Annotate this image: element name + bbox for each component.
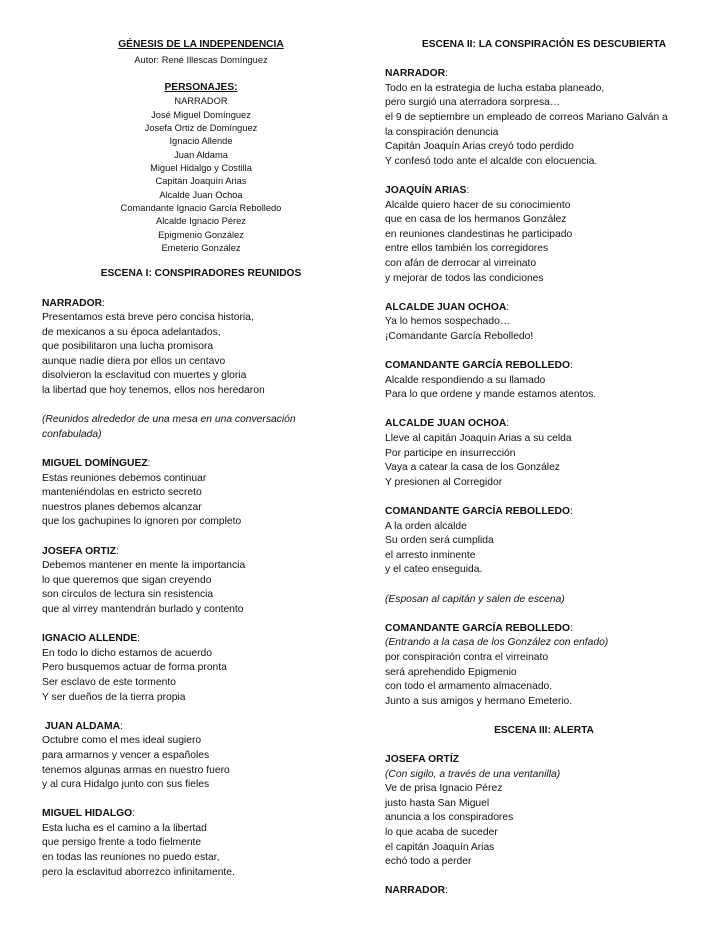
- verse-line: son círculos de lectura sin resistencia: [42, 589, 214, 601]
- speaker-name: JOSEFA ORTÍZ: [385, 754, 459, 766]
- verse-line: Todo en la estrategia de lucha estaba planeado,: [385, 82, 605, 94]
- verse-line: que persigo frente a todo fielmente: [42, 837, 202, 849]
- verse-line: para armarnos y vencer a españoles: [42, 749, 210, 761]
- stage-line: confabulada): [42, 428, 102, 440]
- verse-line: y el cateo enseguida.: [385, 564, 483, 576]
- verse-line: que posibilitaron una lucha promisora: [42, 341, 214, 353]
- verse-line: que en casa de los hermanos González: [385, 214, 567, 226]
- speaker-name: JOAQUÍN ARIAS: [385, 184, 467, 196]
- dialogue-miguel-dominguez: MIGUEL DOMÍNGUEZ: Estas reuniones debemos continuar manteniéndolas en estricto secreto nuestros planes debemos alcanzar que los gachupines lo ignoren por completo: [42, 457, 360, 530]
- verse-line: la libertad que hoy tenemos, ellos nos heredaron: [42, 385, 265, 397]
- verse-line: la conspiración denuncia: [385, 126, 499, 138]
- verse-line: Su orden será cumplida: [385, 535, 494, 547]
- stage-direction: [42, 413, 360, 442]
- speaker-name: NARRADOR: [385, 68, 446, 80]
- cast-list: [42, 95, 360, 255]
- verse-line: Ve de prisa Ignacio Pérez: [385, 783, 503, 795]
- verse-line: Presentamos esta breve pero concisa historia,: [42, 312, 254, 324]
- scene-2-title: ESCENA II: LA CONSPIRACIÓN ES DESCUBIERTA: [421, 39, 667, 50]
- verse-line: justo hasta San Miguel: [385, 797, 490, 809]
- verse-line: Vaya a catear la casa de los González: [385, 462, 560, 474]
- verse-line: lo que acaba de suceder: [385, 827, 498, 839]
- verse-line: Alcalde respondiendo a su llamado: [385, 374, 546, 386]
- verse-line: Y presionen al Corregidor: [385, 476, 503, 488]
- verse-line: disolvieron la esclavitud con muertes y gloria: [42, 370, 247, 382]
- speaker-name: COMANDANTE GARCÍA REBOLLEDO: [385, 622, 570, 634]
- stage-line: (Reunidos alrededor de una mesa en una conversación: [42, 414, 296, 426]
- stage-direction: (Entrando a la casa de los González con enfado): [385, 637, 609, 649]
- dialogue-juan-aldama: JUAN ALDAMA: Octubre como el mes ideal sugiero para armarnos y vencer a españoles tenemos algunas armas en nuestro fuero y al cura Hidalgo junto con sus fieles: [42, 720, 360, 793]
- dialogue-miguel-hidalgo: MIGUEL HIDALGO: Esta lucha es el camino a la libertad que persigo frente a todo fielmente en todas las reuniones no puedo estar, pero la esclavitud aborrezco infinitamente.: [42, 807, 360, 880]
- verse-line: aunque nadie diera por ellos un centavo: [42, 355, 226, 367]
- verse-line: Junto a sus amigos y hermano Emeterio.: [385, 695, 573, 707]
- speaker-name: NARRADOR: [42, 297, 103, 309]
- speaker-name: NARRADOR: [385, 885, 446, 897]
- scene-3-title: ESCENA III: ALERTA: [494, 724, 594, 736]
- verse-line: el 9 de septiembre un empleado de correos Mariano Galván a: [385, 111, 668, 123]
- verse-line: que al virrey mantendrán burlado y contento: [42, 603, 244, 615]
- dialogue-garcia-rebolledo-1: COMANDANTE GARCÍA REBOLLEDO: Alcalde respondiendo a su llamado Para lo que ordene y mande estamos atentos.: [385, 359, 703, 403]
- verse-line: Octubre como el mes ideal sugiero: [42, 735, 202, 747]
- speaker-name: IGNACIO ALLENDE: [42, 633, 138, 645]
- speaker-name: JUAN ALDAMA: [44, 720, 120, 732]
- verse-line: anuncia a los conspiradores: [385, 812, 514, 824]
- cast-item: Alcalde Juan Ochoa: [159, 189, 243, 200]
- verse-line: por conspiración contra el virreinato: [385, 651, 549, 663]
- verse-line: con afán de derrocar al virreinato: [385, 257, 537, 269]
- verse-line: y mejorar de todos las condiciones: [385, 272, 544, 284]
- left-column: [42, 38, 360, 880]
- verse-line: de mexicanos a su época adelantados,: [42, 326, 221, 338]
- dialogue-alcalde-ochoa-1: ALCALDE JUAN OCHOA: Ya lo hemos sospechado… ¡Comandante García Rebolledo!: [385, 301, 703, 345]
- verse-line: Ya lo hemos sospechado…: [385, 316, 511, 328]
- cast-item: Capitán Joaquín Arias: [155, 176, 247, 187]
- cast-item: NARRADOR: [174, 96, 228, 107]
- verse-line: Y confesó todo ante el alcalde con elocuencia.: [385, 155, 598, 167]
- verse-line: que los gachupines lo ignoren por completo: [42, 516, 242, 528]
- stage-direction: (Esposan al capitán y salen de escena): [385, 593, 565, 605]
- dialogue-alcalde-ochoa-2: ALCALDE JUAN OCHOA: Lleve al capitán Joaquín Arias a su celda Por participe en insurrección Vaya a catear la casa de los González Y presionen al Corregidor: [385, 417, 703, 490]
- dialogue-garcia-rebolledo-3: COMANDANTE GARCÍA REBOLLEDO: (Entrando a la casa de los González con enfado) por conspiración contra el virreinato será aprehendido Epigmenio con todo el armamento almacenado. Junto a sus amigos y hermano Emeterio.: [385, 622, 703, 710]
- dialogue-josefa-ortiz: JOSEFA ORTIZ: Debemos mantener en mente la importancia lo que queremos que sigan creyendo son círculos de lectura sin resistencia que al virrey mantendrán burlado y contento: [42, 545, 360, 618]
- play-author: Autor: René Illescas Domínguez: [134, 54, 268, 65]
- verse-line: manteniéndolas en estricto secreto: [42, 487, 202, 499]
- cast-item: Epigmenio González: [158, 229, 244, 240]
- verse-line: nuestros planes debemos alcanzar: [42, 501, 202, 513]
- speaker-name: JOSEFA ORTIZ: [42, 545, 116, 557]
- verse-line: entre ellos también los corregidores: [385, 243, 549, 255]
- dialogue-ignacio-allende: IGNACIO ALLENDE: En todo lo dicho estamos de acuerdo Pero busquemos actuar de forma pronta Ser esclavo de este tormento Y ser dueños de la tierra propia: [42, 632, 360, 705]
- cast-item: Juan Aldama: [174, 149, 228, 160]
- verse-line: Y ser dueños de la tierra propia: [42, 691, 186, 703]
- verse-line: Esta lucha es el camino a la libertad: [42, 822, 207, 834]
- verse-line: el arresto inminente: [385, 549, 476, 561]
- speaker-name: ALCALDE JUAN OCHOA: [385, 418, 507, 430]
- verse-line: Debemos mantener en mente la importancia: [42, 560, 246, 572]
- verse-line: pero surgió una aterradora sorpresa…: [385, 97, 561, 109]
- verse-line: Lleve al capitán Joaquín Arias a su celda: [385, 433, 572, 445]
- speaker-name: COMANDANTE GARCÍA REBOLLEDO: [385, 506, 570, 517]
- verse-line: Alcalde quiero hacer de su conocimiento: [385, 199, 571, 211]
- cast-item: José Miguel Domínguez: [151, 109, 251, 120]
- verse-line: Capitán Joaquín Arias creyó todo perdido: [385, 141, 574, 153]
- verse-line: lo que queremos que sigan creyendo: [42, 574, 212, 586]
- cast-item: Josefa Ortiz de Domínguez: [144, 122, 258, 133]
- verse-line: A la orden alcalde: [385, 520, 467, 532]
- dialogue-joaquin-arias: JOAQUÍN ARIAS: Alcalde quiero hacer de su conocimiento que en casa de los hermanos González en reuniones clandestinas he participado entre ellos también los corregidores con afán de derrocar al virreinato y mejorar de todos las condiciones: [385, 184, 703, 286]
- dialogue-josefa-ortiz-2: [385, 753, 703, 870]
- verse-line: el capitán Joaquín Arias: [385, 841, 495, 853]
- cast-item: Comandante Ignacio García Rebolledo: [120, 202, 282, 213]
- verse-line: Para lo que ordene y mande estamos atentos.: [385, 389, 597, 401]
- verse-line: En todo lo dicho estamos de acuerdo: [42, 647, 213, 659]
- scene-1-title: ESCENA I: CONSPIRADORES REUNIDOS: [100, 268, 302, 280]
- cast-heading: PERSONAJES:: [164, 81, 238, 93]
- cast-item: Emeterio González: [161, 242, 241, 253]
- verse-line: echó todo a perder: [385, 856, 472, 868]
- speaker-name: MIGUEL HIDALGO: [42, 808, 133, 820]
- speaker-name: COMANDANTE GARCÍA REBOLLEDO: [385, 360, 570, 372]
- speaker-name: MIGUEL DOMÍNGUEZ: [42, 458, 148, 470]
- verse-line: será aprehendido Epigmenio: [385, 666, 517, 678]
- dialogue-garcia-rebolledo-2: COMANDANTE GARCÍA REBOLLEDO: A la orden alcalde Su orden será cumplida el arresto inminente y el cateo enseguida.: [385, 505, 703, 578]
- cast-item: Alcalde Ignacio Pérez: [156, 216, 246, 227]
- verse-line: Por participe en insurrección: [385, 447, 516, 459]
- verse-line: Pero busquemos actuar de forma pronta: [42, 662, 227, 674]
- speaker-name: ALCALDE JUAN OCHOA: [385, 301, 507, 313]
- dialogue-narrador-1: NARRADOR: Presentamos esta breve pero concisa historia, de mexicanos a su época adelantados, que posibilitaron una lucha promisora aunque nadie diera por ellos un centavo disolvieron la esclavitud con muertes y gloria la libertad que hoy tenemos, ellos nos heredaron: [42, 297, 360, 399]
- stage-direction: (Con sigilo, a través de una ventanilla): [385, 768, 561, 780]
- cast-item: Miguel Hidalgo y Costilla: [150, 162, 252, 173]
- right-column: [385, 38, 703, 899]
- play-title: GÉNESIS DE LA INDEPENDENCIA: [118, 39, 284, 50]
- verse-line: tenemos algunas armas en nuestro fuero: [42, 764, 230, 776]
- verse-line: ¡Comandante García Rebolledo!: [385, 330, 534, 342]
- verse-line: y al cura Hidalgo junto con sus fieles: [42, 779, 210, 791]
- verse-line: pero la esclavitud aborrezco infinitamente.: [42, 866, 235, 878]
- verse-line: en todas las reuniones no puedo estar,: [42, 852, 220, 864]
- verse-line: en reuniones clandestinas he participado: [385, 228, 573, 240]
- verse-line: con todo el armamento almacenado.: [385, 681, 553, 693]
- cast-item: Ignacio Allende: [169, 136, 233, 147]
- dialogue-narrador-2: NARRADOR: Todo en la estrategia de lucha estaba planeado, pero surgió una aterradora sorpresa… el 9 de septiembre un empleado de correos Mariano Galván a la conspiración denuncia Capitán Joaquín Arias creyó todo perdido Y confesó todo ante el alcalde con elocuencia.: [385, 67, 703, 169]
- verse-line: Estas reuniones debemos continuar: [42, 472, 207, 484]
- dialogue-narrador-3: NARRADOR:: [385, 885, 448, 897]
- verse-line: Ser esclavo de este tormento: [42, 676, 176, 688]
